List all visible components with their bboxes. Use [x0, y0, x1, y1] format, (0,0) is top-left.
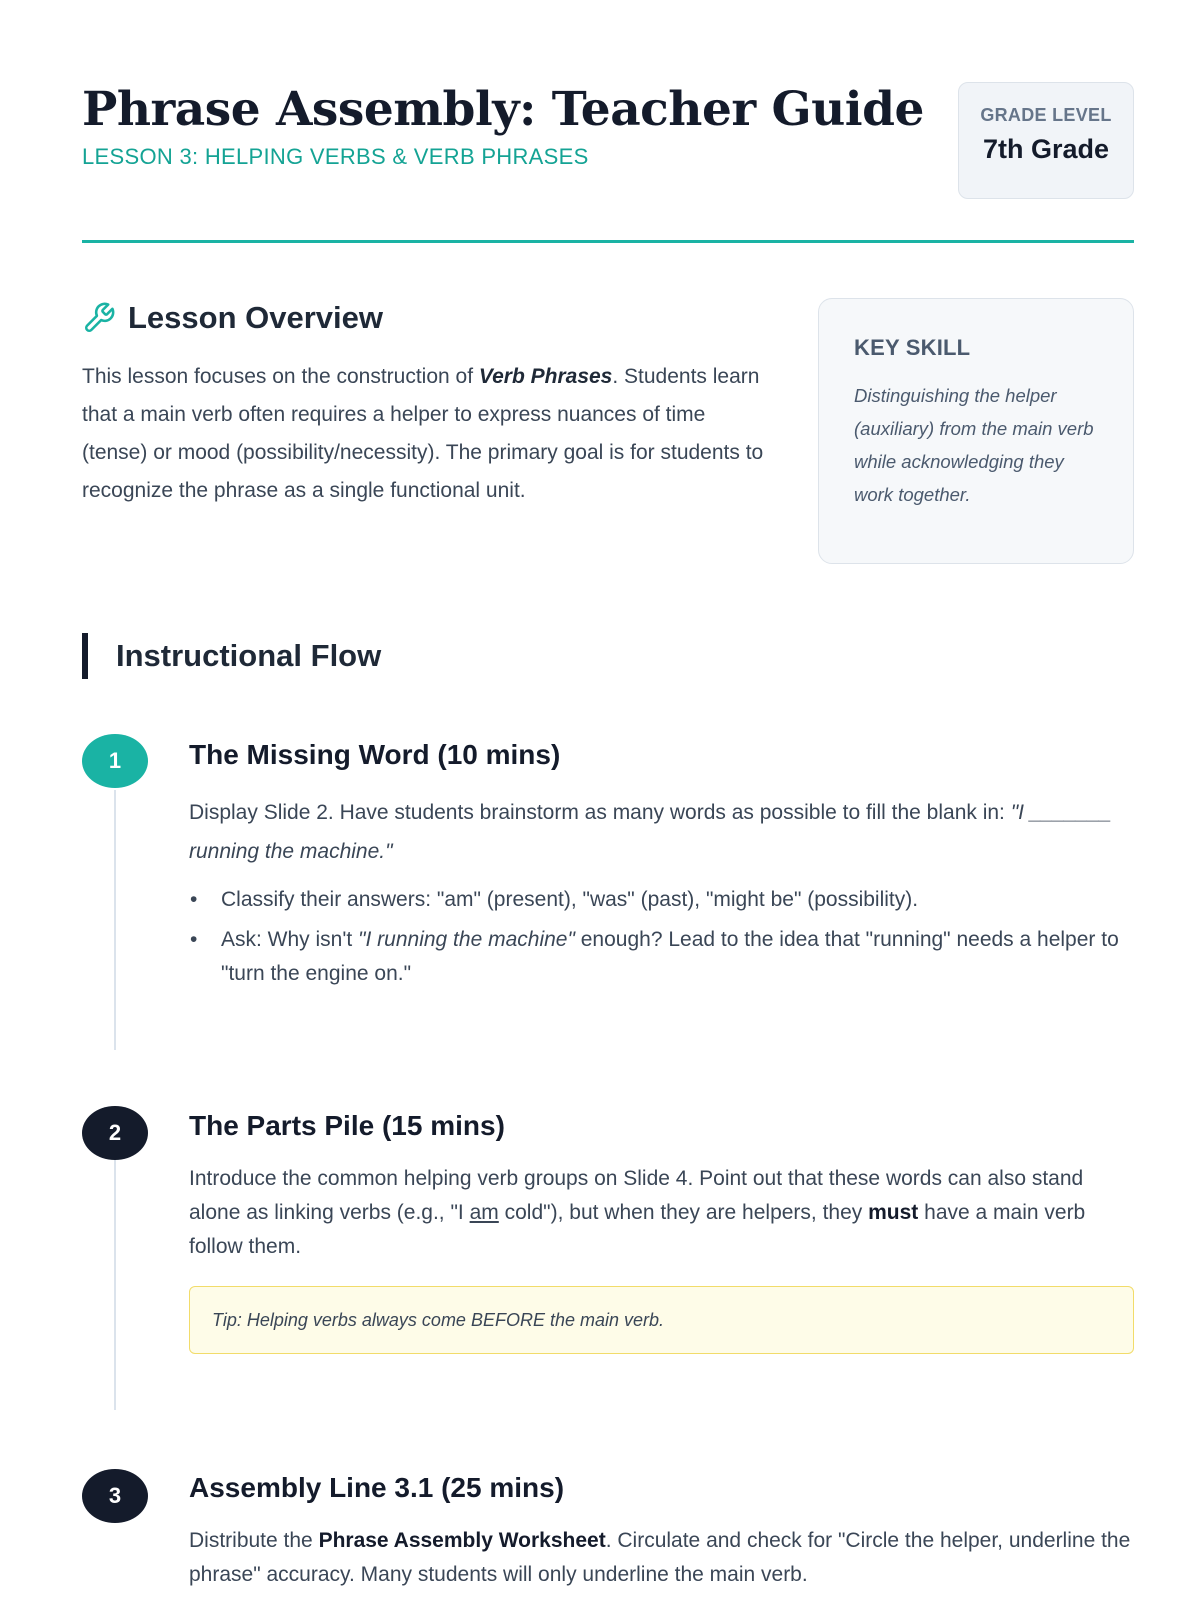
step-number-badge: 2: [82, 1106, 148, 1160]
bold-word: must: [868, 1201, 919, 1224]
step-number-badge: 1: [82, 734, 148, 788]
step-number-badge: 3: [82, 1469, 148, 1523]
step-text: Introduce the common helping verb groups on Slide 4. Point out that these words can also stand alone as linking verbs (e.g., "I: [189, 1167, 1084, 1224]
overview-emphasis: Verb Phrases: [478, 365, 613, 388]
step-title: Assembly Line 3.1 (25 mins): [189, 1472, 565, 1503]
key-skill-text: Distinguishing the helper (auxiliary) from the main verb while acknowledging they work together.: [854, 385, 1094, 505]
example-sentence: "I running the machine": [358, 928, 575, 951]
list-item: [189, 923, 1134, 991]
step-description: [189, 1162, 1134, 1264]
step-description: [189, 793, 1134, 871]
step-text: . Circulate and check for "Circle the helper, underline the phrase" accuracy. Many students will only underline the main verb.: [189, 1529, 1131, 1586]
wrench-icon: [82, 301, 116, 335]
overview-text-start: This lesson focuses on the construction of: [82, 365, 479, 388]
worksheet-name: Phrase Assembly Worksheet: [318, 1529, 606, 1552]
list-item: • Classify their answers: "am" (present), "was" (past), "might be" (possibility).: [189, 883, 1134, 917]
header-divider: [82, 240, 1134, 243]
tip-callout: Tip: Helping verbs always come BEFORE the main verb.: [189, 1286, 1134, 1354]
key-skill-label: KEY SKILL: [854, 335, 971, 360]
step-title: The Missing Word (10 mins): [189, 739, 561, 770]
step-text: have a main verb follow them.: [189, 1201, 1086, 1258]
page-header: [82, 82, 1134, 242]
step-bullet-list: [189, 883, 1134, 991]
step-description: [189, 1524, 1134, 1592]
bullet-text: enough? Lead to the idea that "running" needs a helper to "turn the engine on.": [221, 928, 1119, 985]
page-title: Phrase Assembly: Teacher Guide: [82, 82, 924, 137]
step-title: The Parts Pile (15 mins): [189, 1110, 505, 1141]
timeline-connector: [114, 1160, 116, 1410]
lesson-overview-section: [82, 300, 772, 510]
key-skill-card: [818, 298, 1134, 564]
grade-level-label: GRADE LEVEL: [980, 105, 1112, 125]
underlined-word: am: [469, 1201, 499, 1224]
step-3: [189, 1472, 1134, 1592]
overview-text-end: . Students learn that a main verb often requires a helper to express nuances of time (tense) or mood (possibility/necessity). The primary goal is for students to recognize the phrase as a single functional unit.: [82, 365, 764, 502]
timeline-connector: [114, 790, 116, 1050]
example-sentence: "I _______ running the machine.": [189, 801, 1112, 863]
step-text: Display Slide 2. Have students brainstorm as many words as possible to fill the blank in:: [189, 801, 1011, 824]
bullet-text: Ask: Why isn't: [221, 928, 359, 951]
step-2: [189, 1110, 1134, 1354]
grade-level-badge: [958, 82, 1134, 199]
overview-heading: Lesson Overview: [128, 300, 384, 335]
step-text: Distribute the: [189, 1529, 319, 1552]
instructional-flow-heading: [82, 633, 381, 679]
grade-level-value: 7th Grade: [982, 134, 1110, 164]
overview-paragraph: [82, 358, 772, 510]
step-1: [189, 739, 1134, 997]
flow-title: Instructional Flow: [116, 638, 382, 673]
step-text: cold"), but when they are helpers, they: [498, 1201, 869, 1224]
lesson-subtitle: LESSON 3: HELPING VERBS & VERB PHRASES: [82, 144, 589, 169]
